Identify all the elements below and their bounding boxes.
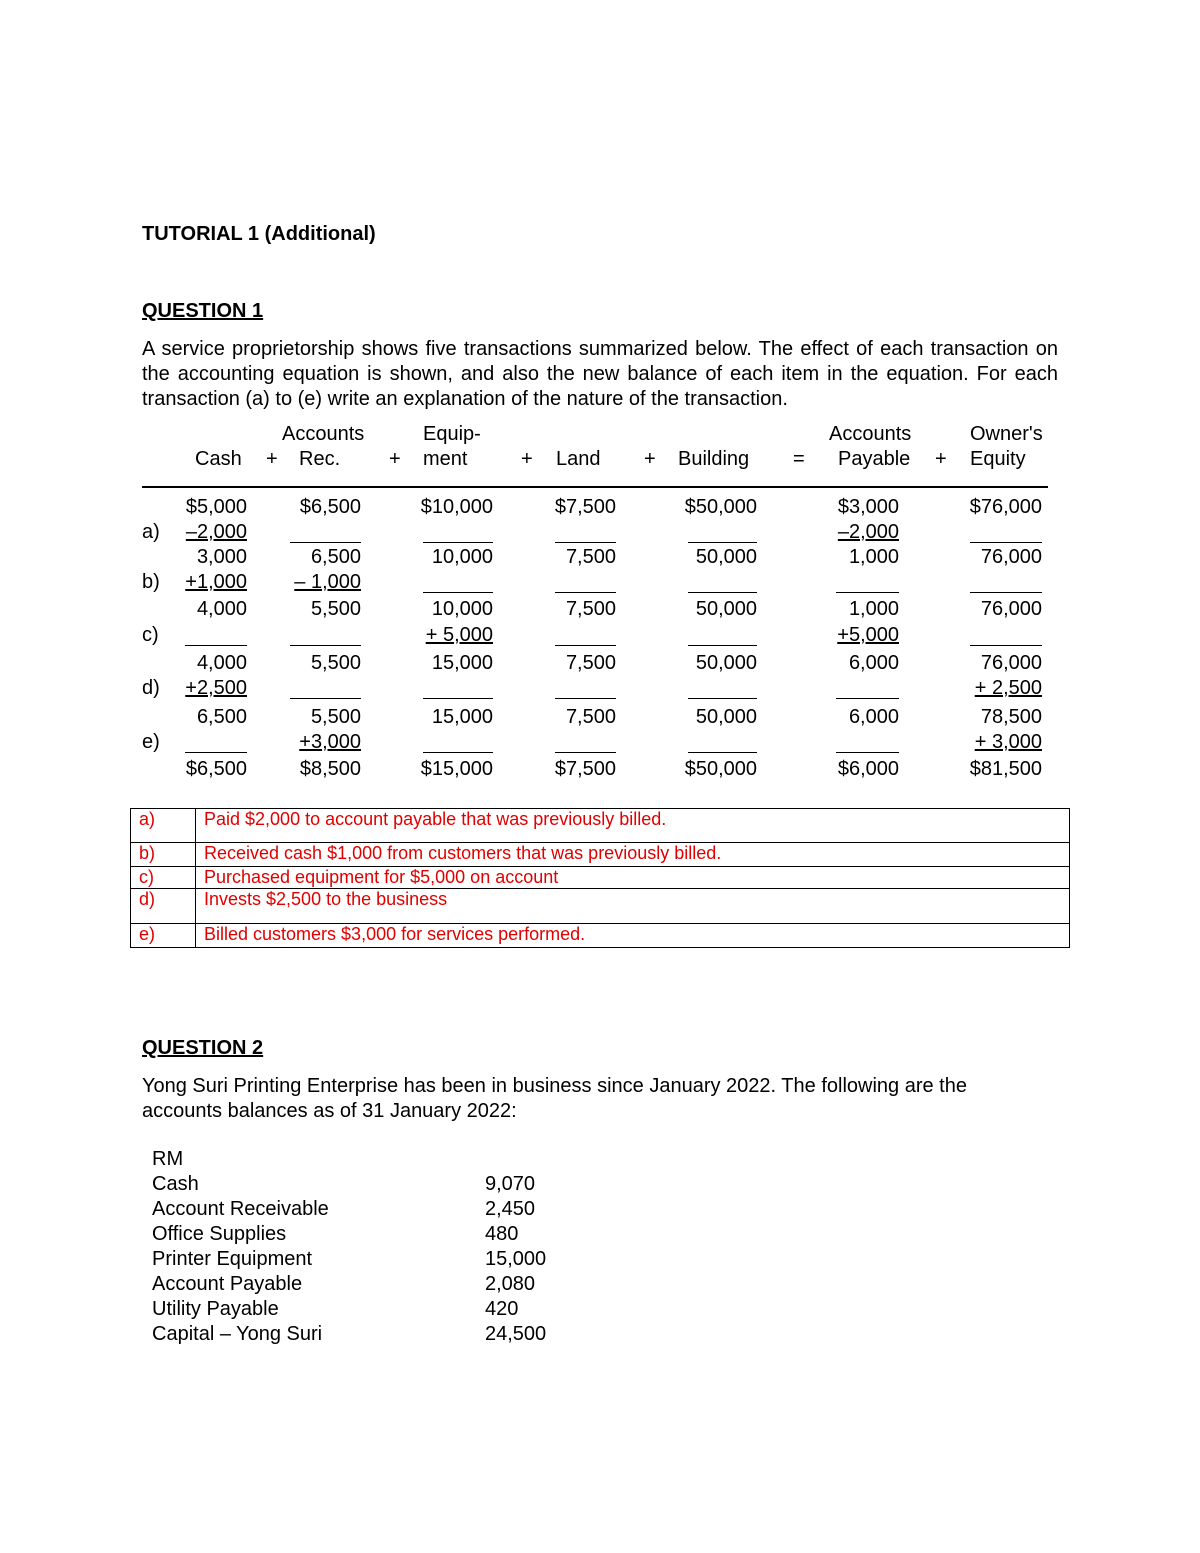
balance-account: Utility Payable [152, 1298, 279, 1320]
equation-cell: $7,500 [554, 758, 616, 780]
balance-account: Capital – Yong Suri [152, 1323, 323, 1345]
blank-line [970, 542, 1042, 543]
blank-line [970, 592, 1042, 593]
header-equals: = [793, 448, 805, 470]
transaction-label: b) [142, 571, 160, 593]
equation-cell: 76,000 [980, 546, 1042, 568]
blank-line [688, 698, 757, 699]
blank-line [555, 592, 616, 593]
equation-cell: 50,000 [695, 706, 757, 728]
balance-account: Printer Equipment [152, 1248, 313, 1270]
header-land: Land [556, 448, 601, 470]
equation-cell: 50,000 [695, 652, 757, 674]
header-rec: Rec. [299, 448, 341, 470]
header-owners: Owner's [970, 423, 1043, 445]
blank-line [688, 752, 757, 753]
blank-line [423, 698, 493, 699]
blank-line [423, 592, 493, 593]
answer-text: Invests $2,500 to the business [196, 889, 1070, 924]
question-1-text: A service proprietorship shows five transactions summarized below. The effect of each transaction on the accounting equation is shown, and also the new balance of each item in the equation. For each transaction (a) to (e) write an explanation of the nature of the transaction. [142, 338, 1058, 410]
equation-cell: 4,000 [196, 652, 247, 674]
answer-key: c) [131, 867, 196, 889]
header-equity: Equity [970, 448, 1026, 470]
answer-text: Billed customers $3,000 for services performed. [196, 924, 1070, 948]
header-accounts-rec: Accounts [282, 423, 365, 445]
question-1-heading: QUESTION 1 [142, 300, 264, 322]
answer-key: b) [131, 843, 196, 867]
equation-cell: 76,000 [980, 598, 1042, 620]
balance-amount: 2,450 [485, 1198, 536, 1220]
equation-cell: +2,500 [185, 677, 247, 699]
blank-line [290, 645, 361, 646]
equation-cell: 7,500 [565, 652, 616, 674]
equation-cell: +1,000 [185, 571, 247, 593]
equation-cell: $76,000 [969, 496, 1042, 518]
equation-cell: $3,000 [837, 496, 899, 518]
header-cash: Cash [195, 448, 242, 470]
blank-line [688, 645, 757, 646]
equation-cell: 5,500 [310, 598, 361, 620]
equation-cell: 5,500 [310, 652, 361, 674]
answer-row [131, 809, 1070, 843]
equation-cell: 50,000 [695, 598, 757, 620]
equation-cell: 76,000 [980, 652, 1042, 674]
equation-cell: $6,500 [185, 758, 247, 780]
equation-cell: 5,500 [310, 706, 361, 728]
equation-cell: 10,000 [431, 546, 493, 568]
balance-account: Account Receivable [152, 1198, 329, 1220]
answer-key: a) [131, 809, 196, 843]
blank-line [836, 752, 899, 753]
answer-row [131, 924, 1070, 948]
balance-amount: 2,080 [485, 1273, 536, 1295]
blank-line [836, 592, 899, 593]
equation-cell: + 2,500 [974, 677, 1042, 699]
header-plus-4: + [644, 448, 656, 470]
header-plus-3: + [521, 448, 533, 470]
answer-text: Paid $2,000 to account payable that was previously billed. [196, 809, 1070, 843]
equation-cell: $7,500 [554, 496, 616, 518]
header-plus-2: + [389, 448, 401, 470]
blank-line [185, 645, 247, 646]
blank-line [290, 542, 361, 543]
equation-cell: –2,000 [837, 521, 899, 543]
blank-line [185, 752, 247, 753]
header-plus-1: + [266, 448, 278, 470]
blank-line [423, 752, 493, 753]
blank-line [970, 645, 1042, 646]
header-ment: ment [423, 448, 468, 470]
balance-account: Office Supplies [152, 1223, 287, 1245]
equation-cell: 6,500 [196, 706, 247, 728]
equation-cell: + 3,000 [974, 731, 1042, 753]
equation-cell: $6,500 [299, 496, 361, 518]
blank-line [555, 752, 616, 753]
equation-cell: 1,000 [848, 598, 899, 620]
question-2-text: Yong Suri Printing Enterprise has been in business since January 2022. The following are the accounts balances as of 31 January 2022: [142, 1075, 967, 1122]
equation-cell: 78,500 [980, 706, 1042, 728]
equation-cell: +5,000 [837, 624, 899, 646]
transaction-label: e) [142, 731, 160, 753]
equation-cell: –2,000 [185, 521, 247, 543]
equation-cell: 15,000 [431, 652, 493, 674]
header-equip: Equip- [423, 423, 481, 445]
blank-line [555, 698, 616, 699]
balance-amount: 480 [485, 1223, 519, 1245]
balance-account: Cash [152, 1173, 199, 1195]
blank-line [423, 542, 493, 543]
equation-cell: 10,000 [431, 598, 493, 620]
equation-cell: 4,000 [196, 598, 247, 620]
answer-row [131, 889, 1070, 924]
equation-cell: $50,000 [684, 758, 757, 780]
equation-cell: $15,000 [420, 758, 493, 780]
answer-text: Purchased equipment for $5,000 on account [196, 867, 1070, 889]
header-payable: Payable [838, 448, 911, 470]
transaction-label: a) [142, 521, 160, 543]
question-2-heading: QUESTION 2 [142, 1037, 264, 1059]
equation-cell: 6,000 [848, 706, 899, 728]
equation-cell: $50,000 [684, 496, 757, 518]
equation-cell: $5,000 [185, 496, 247, 518]
equation-cell: 1,000 [848, 546, 899, 568]
equation-cell: 7,500 [565, 598, 616, 620]
answer-key: e) [131, 924, 196, 948]
equation-cell: 7,500 [565, 546, 616, 568]
equation-cell: – 1,000 [294, 571, 361, 593]
answers-table [130, 808, 1070, 948]
equation-cell: 3,000 [196, 546, 247, 568]
header-building: Building [678, 448, 750, 470]
equation-cell: $81,500 [969, 758, 1042, 780]
currency-label: RM [152, 1148, 184, 1170]
transaction-label: d) [142, 677, 160, 699]
answer-key: d) [131, 889, 196, 924]
blank-line [836, 698, 899, 699]
equation-cell: +3,000 [299, 731, 361, 753]
balance-amount: 24,500 [485, 1323, 547, 1345]
balance-account: Account Payable [152, 1273, 303, 1295]
equation-cell: $10,000 [420, 496, 493, 518]
blank-line [555, 645, 616, 646]
equation-cell: 15,000 [431, 706, 493, 728]
equation-cell: $8,500 [299, 758, 361, 780]
equation-cell: 6,500 [310, 546, 361, 568]
equation-cell: + 5,000 [425, 624, 493, 646]
header-accounts-payable: Accounts [829, 423, 912, 445]
balance-amount: 15,000 [485, 1248, 547, 1270]
page-title: TUTORIAL 1 (Additional) [142, 223, 376, 245]
transaction-label: c) [142, 624, 159, 646]
header-plus-5: + [935, 448, 947, 470]
header-rule [142, 486, 1048, 488]
answer-row [131, 867, 1070, 889]
blank-line [688, 592, 757, 593]
blank-line [290, 698, 361, 699]
balance-amount: 420 [485, 1298, 519, 1320]
balance-amount: 9,070 [485, 1173, 536, 1195]
equation-cell: $6,000 [837, 758, 899, 780]
answer-row [131, 843, 1070, 867]
equation-cell: 6,000 [848, 652, 899, 674]
equation-cell: 7,500 [565, 706, 616, 728]
blank-line [555, 542, 616, 543]
answer-text: Received cash $1,000 from customers that was previously billed. [196, 843, 1070, 867]
equation-cell: 50,000 [695, 546, 757, 568]
blank-line [688, 542, 757, 543]
